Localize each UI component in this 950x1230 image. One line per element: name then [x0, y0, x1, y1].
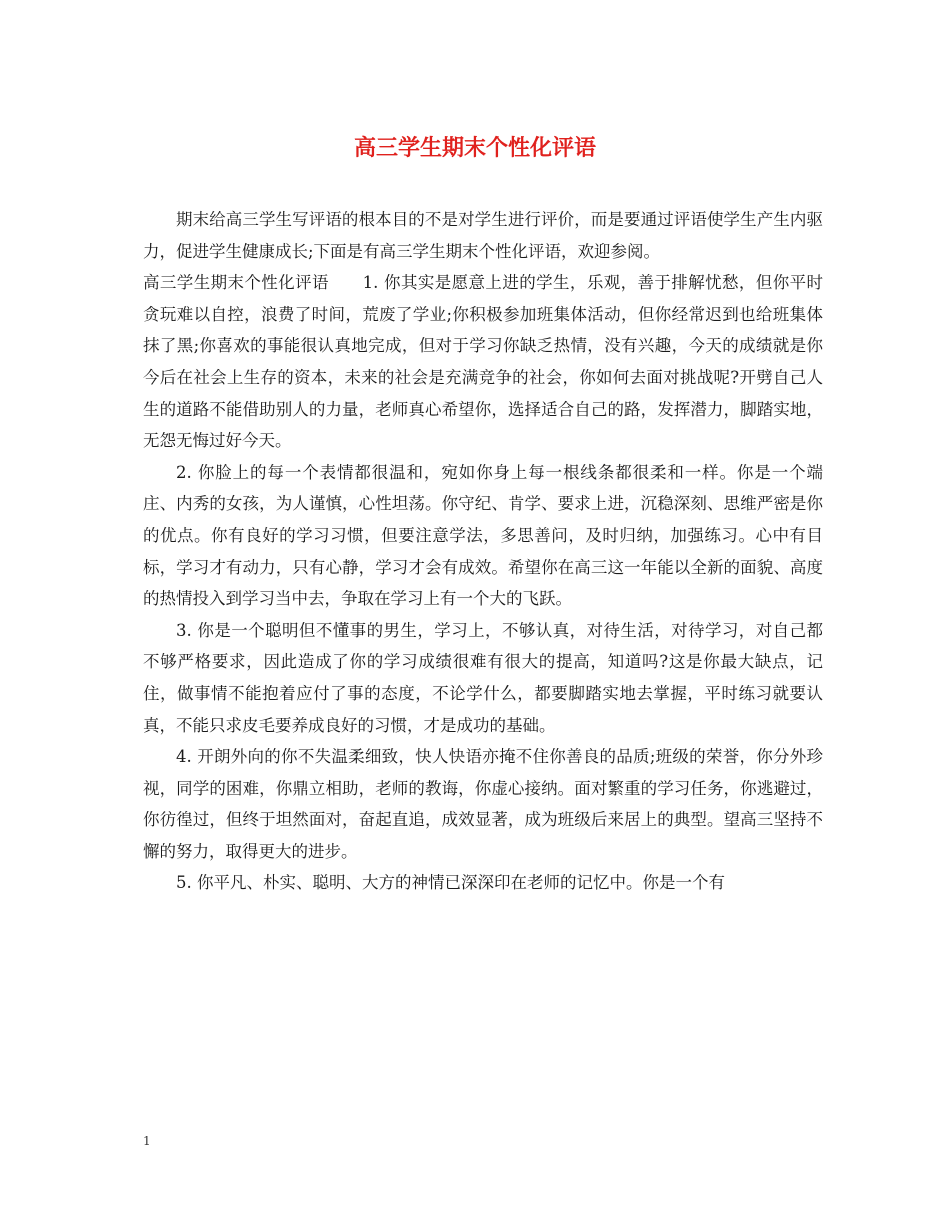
paragraph-item-3: 3. 你是一个聪明但不懂事的男生，学习上，不够认真，对待生活，对待学习，对自己都不够严格要求，因此造成了你的学习成绩很难有很大的提高，知道吗?这是你最大缺点，记住，做事情不能抱着应付了事的态度，不论学什么，都要脚踏实地去掌握，平时练习就要认真，不能只求皮毛要养成良好的习惯，才是成功的基础。: [143, 620, 823, 735]
paragraph-item-5: 5. 你平凡、朴实、聪明、大方的神情已深深印在老师的记忆中。你是一个有: [176, 873, 725, 893]
paragraph-item-4: 4. 开朗外向的你不失温柔细致，快人快语亦掩不住你善良的品质;班级的荣誉，你分外珍视，同学的困难，你鼎立相助，老师的教诲，你虚心接纳。面对繁重的学习任务，你逃避过，你彷徨过，但终于坦然面对，奋起直追，成效显著，成为班级后来居上的典型。望高三坚持不懈的努力，取得更大的进步。: [143, 747, 823, 861]
page-number: 1: [143, 1134, 151, 1148]
paragraph-intro: 期末给高三学生写评语的根本目的不是对学生进行评价，而是要通过评语使学生产生内驱力，促进学生健康成长;下面是有高三学生期末个性化评语，欢迎参阅。: [143, 210, 823, 261]
paragraph-item-1: 高三学生期末个性化评语 1. 你其实是愿意上进的学生，乐观，善于排解忧愁，但你平时贪玩难以自控，浪费了时间，荒废了学业;你积极参加班集体活动，但你经常迟到也给班集体抹了黑;你喜欢的事能很认真地完成，但对于学习你缺乏热情，没有兴趣，今天的成绩就是你今后在社会上生存的资本，未来的社会是充满竞争的社会，你如何去面对挑战呢?开劈自己人生的道路不能借助别人的力量，老师真心希望你，选择适合自己的路，发挥潜力，脚踏实地，无怨无悔过好今天。: [143, 273, 823, 451]
document-body: [143, 204, 823, 899]
paragraph-item-2: 2. 你脸上的每一个表情都很温和，宛如你身上每一根线条都很柔和一样。你是一个端庄、内秀的女孩，为人谨慎，心性坦荡。你守纪、肯学、要求上进，沉稳深刻、思维严密是你的优点。你有良好的学习习惯，但要注意学法，多思善问，及时归纳，加强练习。心中有目标，学习才有动力，只有心静，学习才会有成效。希望你在高三这一年能以全新的面貌、高度的热情投入到学习当中去，争取在学习上有一个大的飞跃。: [143, 462, 823, 609]
document-title: 高三学生期末个性化评语: [353, 135, 596, 161]
